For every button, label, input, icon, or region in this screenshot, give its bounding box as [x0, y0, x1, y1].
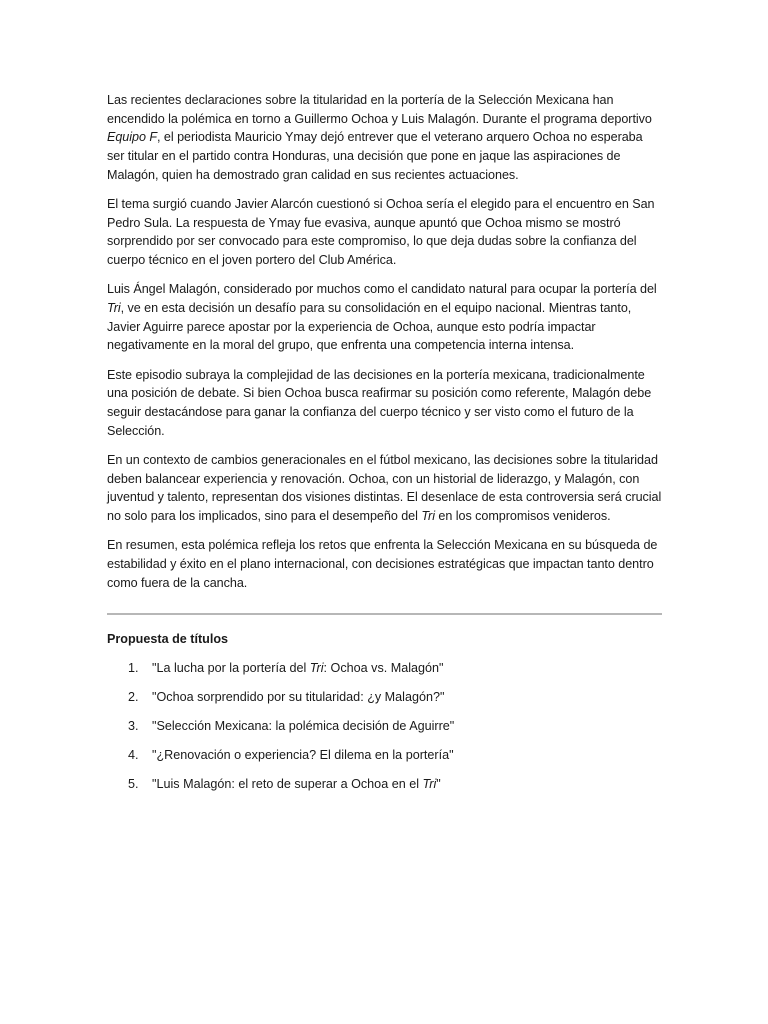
list-item-text: "Selección Mexicana: la polémica decisión de Aguirre"	[152, 719, 455, 734]
titles-heading: Propuesta de títulos	[107, 632, 229, 647]
list-item-text: "Ochoa sorprendido por su titularidad: ¿y Malagón?"	[152, 690, 445, 705]
list-number: 2.	[128, 690, 139, 705]
list-item-text: "¿Renovación o experiencia? El dilema en la portería"	[152, 748, 454, 763]
paragraph-2: El tema surgió cuando Javier Alarcón cuestionó si Ochoa sería el elegido para el encuentro en San Pedro Sula. La respuesta de Ymay fue evasiva, aunque apuntó que Ochoa mismo se mostró sorprendido por ser convocado para este compromiso, lo que deja dudas sobre la confianza del cuerpo técnico en el joven portero del Club América.	[107, 197, 655, 268]
paragraph-3: Luis Ángel Malagón, considerado por muchos como el candidato natural para ocupar la portería del Tri, ve en esta decisión un desafío para su consolidación en el equipo nacional. Mientras tanto, Javier Aguirre parece apostar por la experiencia de Ochoa, aunque esto podría impactar negativamente en la moral del grupo, que enfrenta una competencia interna intensa.	[107, 282, 657, 353]
horizontal-divider	[107, 613, 662, 615]
list-number: 3.	[128, 719, 139, 734]
list-item	[107, 659, 662, 677]
list-item-text: "Luis Malagón: el reto de superar a Ochoa en el Tri"	[152, 777, 441, 792]
paragraph-4: Este episodio subraya la complejidad de las decisiones en la portería mexicana, tradicionalmente una posición de debate. Si bien Ochoa busca reafirmar su posición como referente, Malagón debe seguir destacándose para ganar la confianza del cuerpo técnico y ser visto como el futuro de la Selección.	[107, 367, 652, 438]
tri-emphasis: Tri	[107, 301, 121, 316]
program-name: Equipo F	[107, 130, 158, 145]
list-number: 1.	[128, 661, 139, 676]
list-item-text: "La lucha por la portería del Tri: Ochoa vs. Malagón"	[152, 661, 444, 676]
list-number: 5.	[128, 777, 139, 792]
tri-emphasis: Tri	[421, 509, 435, 524]
titles-list	[107, 659, 662, 793]
paragraph-5: En un contexto de cambios generacionales en el fútbol mexicano, las decisiones sobre la titularidad deben balancear experiencia y renovación. Ochoa, con un historial de liderazgo, y Malagón, con juventud y talento, representan dos visiones distintas. El desenlace de esta controversia será crucial no solo para los implicados, sino para el desempeño del Tri en los compromisos venideros.	[107, 452, 662, 524]
paragraph-6: En resumen, esta polémica refleja los retos que enfrenta la Selección Mexicana en su búsqueda de estabilidad y éxito en el plano internacional, con decisiones estratégicas que impactan tanto dentro como fuera de la cancha.	[107, 538, 658, 590]
list-item	[107, 746, 662, 764]
list-item	[107, 775, 662, 793]
list-number: 4.	[128, 748, 139, 763]
list-item	[107, 717, 662, 735]
paragraph-1: Las recientes declaraciones sobre la titularidad en la portería de la Selección Mexicana han encendido la polémica en torno a Guillermo Ochoa y Luis Malagón. Durante el programa deportivo Equipo F, el periodista Mauricio Ymay dejó entrever que el veterano arquero Ochoa no esperaba ser titular en el partido contra Honduras, una decisión que pone en jaque las aspiraciones de Malagón, quien ha demostrado gran calidad en sus recientes actuaciones.	[107, 93, 652, 182]
article-body	[107, 91, 662, 592]
list-item	[107, 688, 662, 706]
